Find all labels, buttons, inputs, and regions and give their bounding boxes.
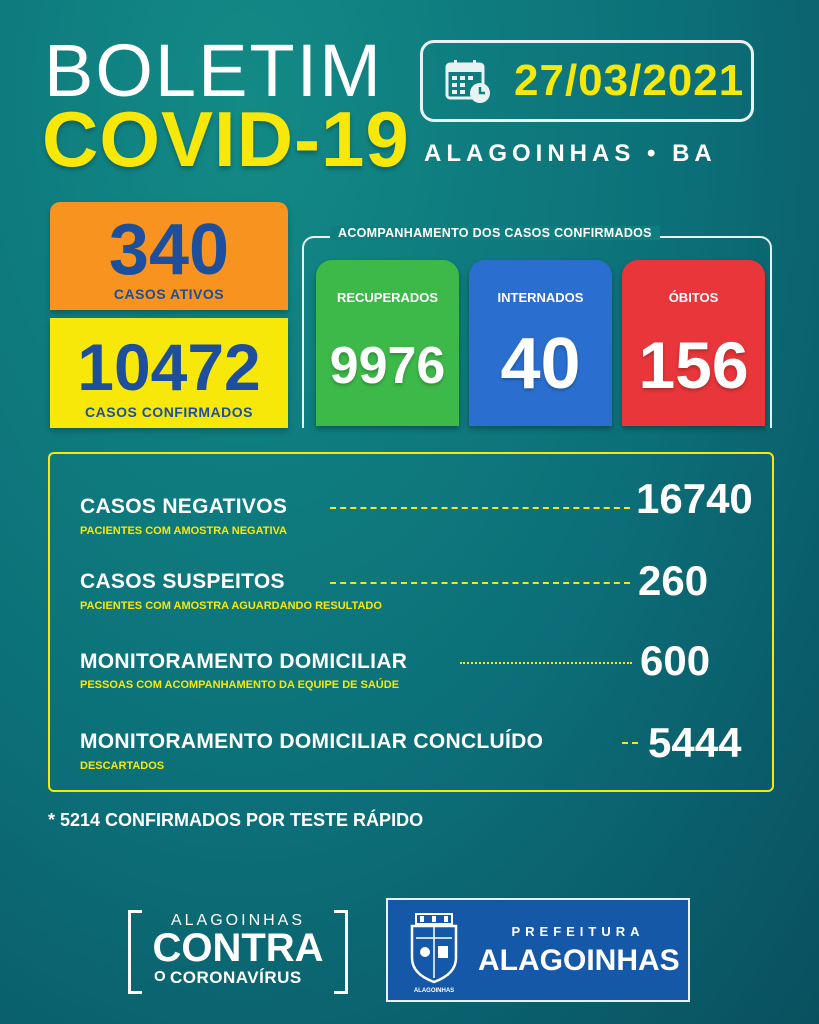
prefeitura-top-text: PREFEITURA [511,924,645,939]
deaths-card [622,260,765,426]
deaths-label: ÓBITOS [668,290,719,305]
city-crest-icon [406,912,462,990]
home-monitoring-done-leader [622,742,638,744]
campaign-main-text: CONTRA [152,926,324,970]
prefeitura-main-text: ALAGOINHAS [478,944,680,977]
campaign-bottom-text: CORONAVÍRUS [170,968,302,987]
tracking-title: ACOMPANHAMENTO DOS CASOS CONFIRMADOS [330,226,660,240]
title-covid: COVID-19 [42,95,410,183]
home-monitoring-value: 600 [640,637,711,684]
home-monitoring-title: MONITORAMENTO DOMICILIAR [80,650,408,673]
hospitalized-card [469,260,612,426]
home-monitoring-done-title: MONITORAMENTO DOMICILIAR CONCLUÍDO [80,730,544,753]
confirmed-cases-label: CASOS CONFIRMADOS [85,404,253,420]
active-cases-value: 340 [108,210,230,290]
home-monitoring-done-value: 5444 [648,719,742,766]
recovered-label: RECUPERADOS [336,290,439,305]
suspect-leader [330,582,630,584]
negative-value: 16740 [636,475,753,522]
negative-title: CASOS NEGATIVOS [80,495,288,518]
confirmed-cases-value: 10472 [77,330,261,404]
title-boletim: BOLETIM [44,29,383,112]
home-monitoring-leader [460,662,632,664]
campaign-logo [128,910,348,994]
negative-subtitle: PACIENTES COM AMOSTRA NEGATIVA [80,525,287,537]
hospitalized-value: 40 [500,324,581,404]
campaign-top-text: ALAGOINHAS [170,912,306,929]
active-cases-label: CASOS ATIVOS [113,286,225,302]
confirmed-cases-box [50,318,288,428]
campaign-o-text: O [154,968,166,985]
home-monitoring-subtitle: PESSOAS COM ACOMPANHAMENTO DA EQUIPE DE SAÚDE [80,679,400,691]
deaths-value: 156 [638,328,749,402]
active-cases-box [50,202,288,310]
suspect-subtitle: PACIENTES COM AMOSTRA AGUARDANDO RESULTADO [80,600,382,612]
report-date: 27/03/2021 [514,56,745,105]
hospitalized-label: INTERNADOS [497,290,584,305]
suspect-title: CASOS SUSPEITOS [80,570,285,593]
city-label: ALAGOINHAS • BA [424,140,717,167]
negative-leader [330,507,630,509]
recovered-value: 9976 [329,337,446,395]
suspect-value: 260 [638,557,709,604]
calendar-clock-icon [444,57,492,105]
rapid-test-note: * 5214 CONFIRMADOS POR TESTE RÁPIDO [48,810,424,830]
recovered-card [316,260,459,426]
crest-text: ALAGOINHAS [413,988,455,994]
home-monitoring-done-subtitle: DESCARTADOS [80,760,165,772]
prefeitura-logo [386,898,690,1002]
